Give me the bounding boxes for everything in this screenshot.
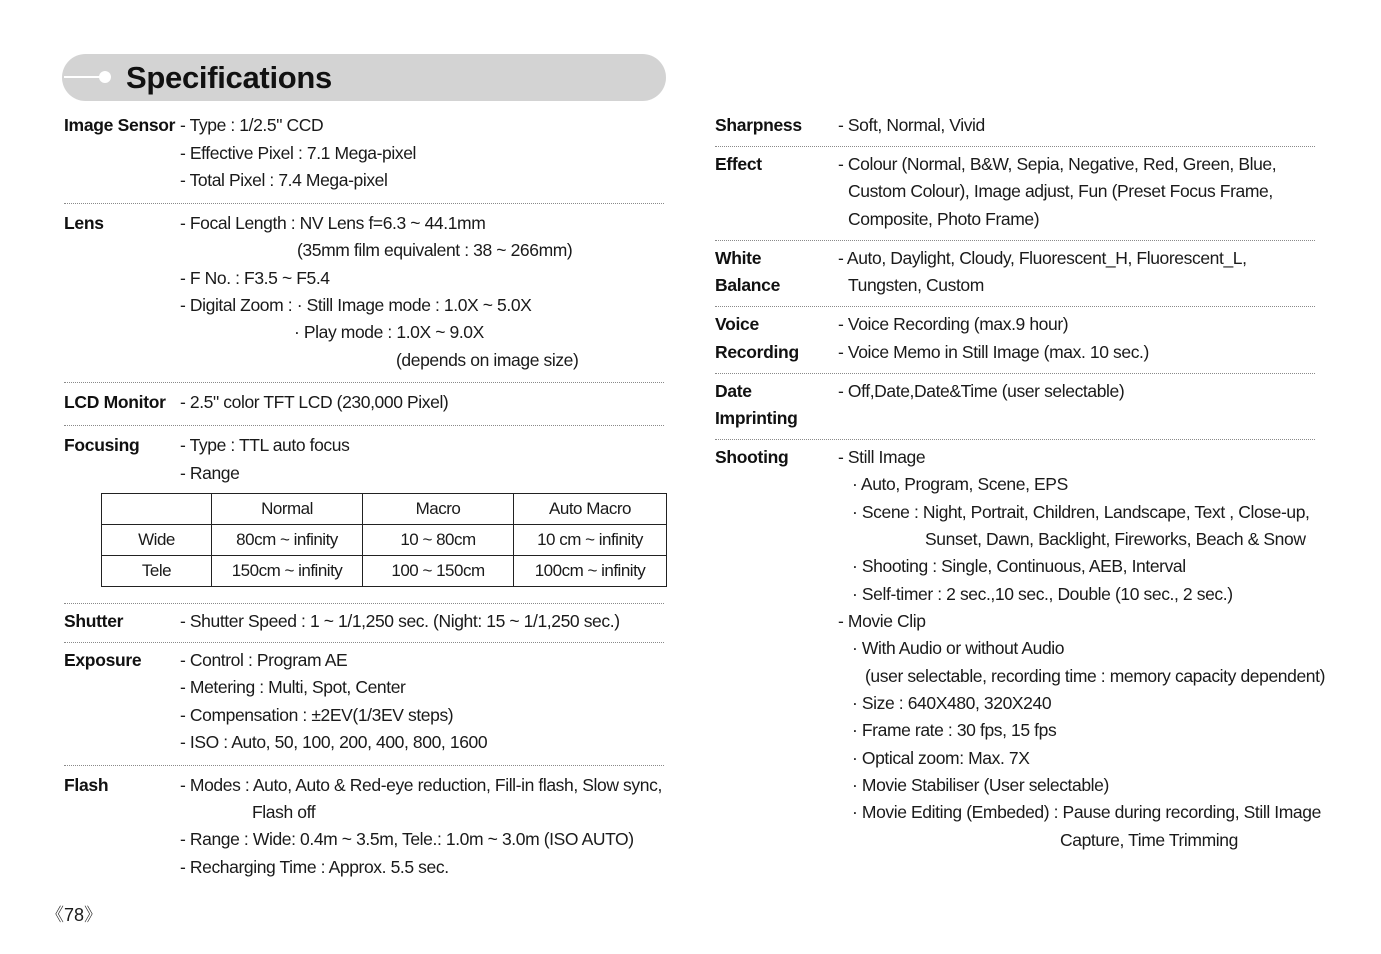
effect-line: Composite, Photo Frame) <box>848 209 1040 229</box>
shooting-line: · Scene : Night, Portrait, Children, Landscape, Text , Close-up, <box>852 502 1310 522</box>
shooting-line: · Movie Editing (Embeded) : Pause during recording, Still Image <box>852 802 1321 822</box>
section-divider <box>64 382 664 383</box>
shooting-line: Capture, Time Trimming <box>1060 830 1238 850</box>
voice-recording-line: - Voice Recording (max.9 hour) <box>838 314 1069 334</box>
shooting-line: · Optical zoom: Max. 7X <box>852 748 1030 768</box>
lcd-monitor-line: - 2.5" color TFT LCD (230,000 Pixel) <box>180 392 449 412</box>
focusing-line: - Range <box>180 463 240 483</box>
shooting-label: Shooting <box>715 447 789 467</box>
exposure-line: - Compensation : ±2EV(1/3EV steps) <box>180 705 454 725</box>
lens-line: - Digital Zoom : · Still Image mode : 1.0X ~ 5.0X <box>180 295 532 315</box>
shooting-line: · Shooting : Single, Continuous, AEB, Interval <box>852 556 1186 576</box>
white-balance-label: White <box>715 248 762 268</box>
shooting-line: Sunset, Dawn, Backlight, Fireworks, Beach & Snow <box>925 529 1306 549</box>
effect-line: - Colour (Normal, B&W, Sepia, Negative, Red, Green, Blue, <box>838 154 1277 174</box>
lens-line: (35mm film equivalent : 38 ~ 266mm) <box>297 240 573 260</box>
page-title: Specifications <box>126 60 332 95</box>
table-cell: 100 ~ 150cm <box>363 556 514 587</box>
flash-line: - Range : Wide: 0.4m ~ 3.5m, Tele.: 1.0m ~ 3.0m (ISO AUTO) <box>180 829 634 849</box>
voice-recording-label: Voice <box>715 314 759 334</box>
header-dot-decoration <box>99 71 111 83</box>
shooting-line: · Self-timer : 2 sec.,10 sec., Double (10 sec., 2 sec.) <box>852 584 1233 604</box>
lcd-monitor-label: LCD Monitor <box>64 392 166 412</box>
white-balance-line: Tungsten, Custom <box>848 275 984 295</box>
section-divider <box>64 603 664 604</box>
sharpness-line: - Soft, Normal, Vivid <box>838 115 985 135</box>
lens-line: - F No. : F3.5 ~ F5.4 <box>180 268 330 288</box>
effect-label: Effect <box>715 154 762 174</box>
shooting-line: (user selectable, recording time : memory capacity dependent) <box>865 666 1325 686</box>
image-sensor-label: Image Sensor <box>64 115 176 135</box>
exposure-line: - Control : Program AE <box>180 650 348 670</box>
effect-line: Custom Colour), Image adjust, Fun (Preset Focus Frame, <box>848 181 1273 201</box>
table-header-cell: Auto Macro <box>514 494 667 525</box>
table-cell: 150cm ~ infinity <box>212 556 363 587</box>
table-header-row <box>102 494 667 525</box>
section-divider <box>64 425 664 426</box>
lens-line: - Focal Length : NV Lens f=6.3 ~ 44.1mm <box>180 213 486 233</box>
section-divider <box>715 373 1315 374</box>
voice-recording-line: - Voice Memo in Still Image (max. 10 sec.) <box>838 342 1149 362</box>
shooting-line: · Frame rate : 30 fps, 15 fps <box>852 720 1057 740</box>
image-sensor-line: - Total Pixel : 7.4 Mega-pixel <box>180 170 388 190</box>
table-cell: 80cm ~ infinity <box>212 525 363 556</box>
white-balance-line: - Auto, Daylight, Cloudy, Fluorescent_H, Fluorescent_L, <box>838 248 1247 268</box>
image-sensor-line: - Type : 1/2.5" CCD <box>180 115 324 135</box>
shutter-label: Shutter <box>64 611 124 631</box>
flash-line: - Modes : Auto, Auto & Red-eye reduction, Fill-in flash, Slow sync, <box>180 775 662 795</box>
shooting-line: · Size : 640X480, 320X240 <box>852 693 1052 713</box>
table-header-cell <box>102 494 212 525</box>
table-row <box>102 556 667 587</box>
lens-line: · Play mode : 1.0X ~ 9.0X <box>294 322 484 342</box>
flash-line: - Recharging Time : Approx. 5.5 sec. <box>180 857 449 877</box>
sharpness-label: Sharpness <box>715 115 802 135</box>
table-row <box>102 525 667 556</box>
date-imprinting-line: - Off,Date,Date&Time (user selectable) <box>838 381 1125 401</box>
exposure-label: Exposure <box>64 650 142 670</box>
section-divider <box>715 439 1315 440</box>
table-cell: 10 ~ 80cm <box>363 525 514 556</box>
date-imprinting-label: Date <box>715 381 752 401</box>
lens-label: Lens <box>64 213 104 233</box>
table-cell: Wide <box>102 525 212 556</box>
shooting-line: - Movie Clip <box>838 611 926 631</box>
lens-line: (depends on image size) <box>396 350 579 370</box>
exposure-line: - Metering : Multi, Spot, Center <box>180 677 406 697</box>
section-divider <box>715 146 1315 147</box>
date-imprinting-label: Imprinting <box>715 408 798 428</box>
shooting-line: · Auto, Program, Scene, EPS <box>852 474 1068 494</box>
header-line-decoration <box>64 76 104 78</box>
table-header-cell: Normal <box>212 494 363 525</box>
focus-range-table <box>101 493 667 587</box>
exposure-line: - ISO : Auto, 50, 100, 200, 400, 800, 1600 <box>180 732 488 752</box>
shooting-line: · Movie Stabiliser (User selectable) <box>852 775 1109 795</box>
white-balance-label: Balance <box>715 275 781 295</box>
table-cell: 100cm ~ infinity <box>514 556 667 587</box>
shooting-line: - Still Image <box>838 447 926 467</box>
image-sensor-line: - Effective Pixel : 7.1 Mega-pixel <box>180 143 417 163</box>
voice-recording-label: Recording <box>715 342 799 362</box>
section-divider <box>715 306 1315 307</box>
page-number: 《78》 <box>46 905 103 925</box>
table-cell: Tele <box>102 556 212 587</box>
section-divider <box>64 203 664 204</box>
flash-line: Flash off <box>252 802 316 822</box>
section-divider <box>715 240 1315 241</box>
flash-label: Flash <box>64 775 109 795</box>
table-header-cell: Macro <box>363 494 514 525</box>
shooting-line: · With Audio or without Audio <box>852 638 1065 658</box>
focusing-label: Focusing <box>64 435 140 455</box>
section-divider <box>64 642 664 643</box>
focusing-line: - Type : TTL auto focus <box>180 435 350 455</box>
shutter-line: - Shutter Speed : 1 ~ 1/1,250 sec. (Night: 15 ~ 1/1,250 sec.) <box>180 611 620 631</box>
section-divider <box>64 765 664 766</box>
table-cell: 10 cm ~ infinity <box>514 525 667 556</box>
